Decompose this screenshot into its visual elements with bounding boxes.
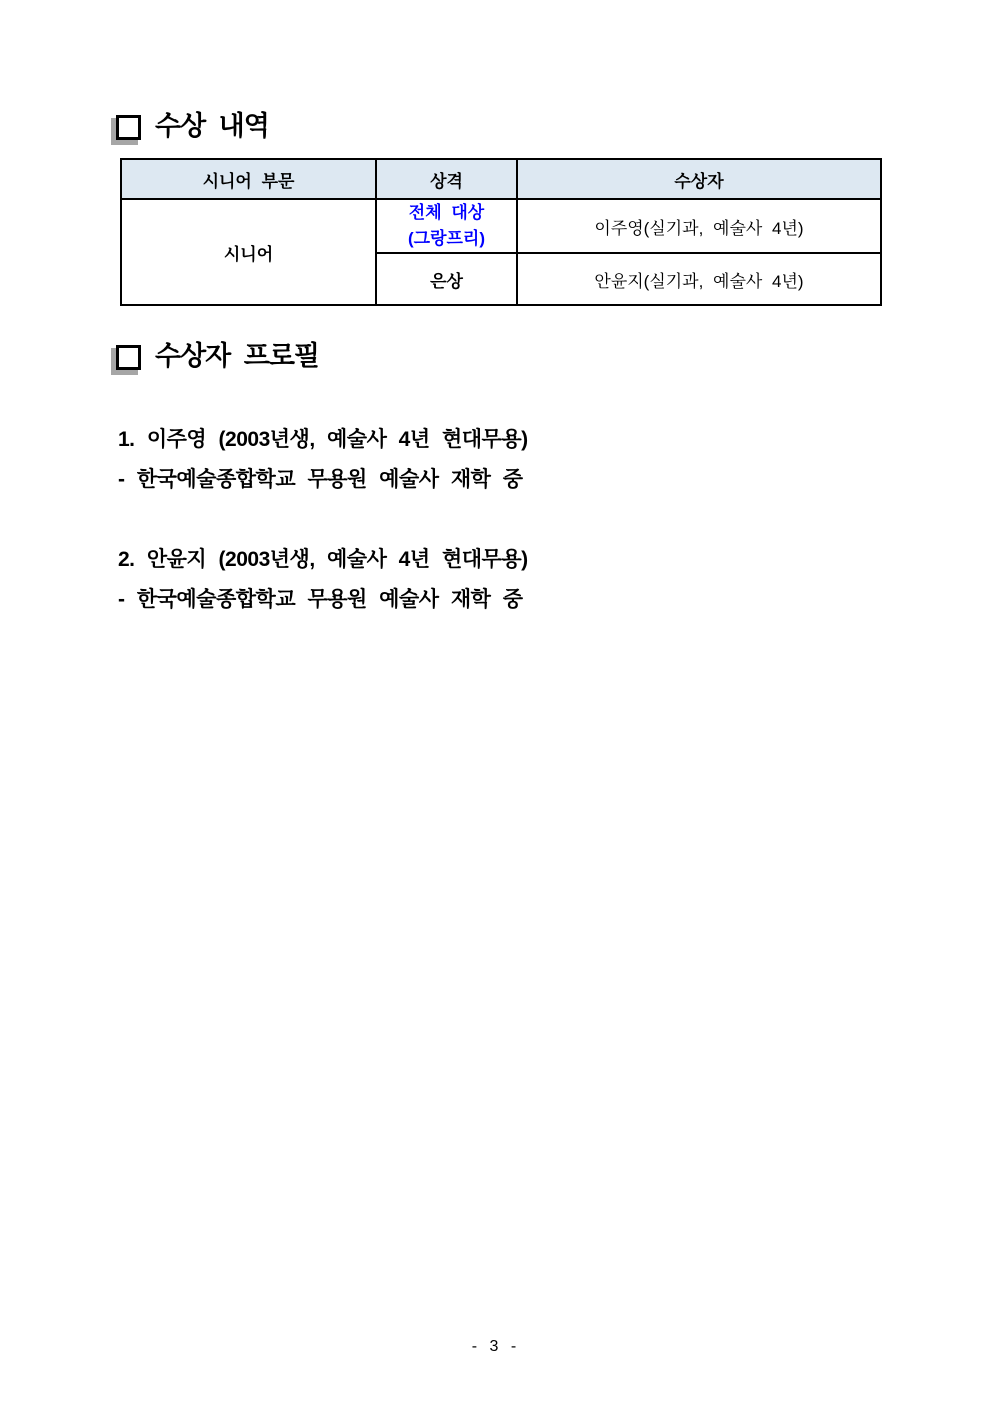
column-header-winner: 수상자 xyxy=(517,159,881,199)
cell-category: 시니어 xyxy=(121,199,376,305)
column-header-division: 시니어 부문 xyxy=(121,159,376,199)
profile-heading: 2. 안윤지 (2003년생, 예술사 4년 현대무용) xyxy=(118,548,528,571)
square-bullet-icon xyxy=(116,345,141,370)
profile-block-1 xyxy=(118,420,878,500)
profile-detail: - 한국예술종합학교 무용원 예술사 재학 중 xyxy=(118,588,523,611)
cell-silver-prize: 은상 xyxy=(376,253,517,305)
cell-winner-2: 안윤지(실기과, 예술사 4년) xyxy=(517,253,881,305)
awards-table xyxy=(120,158,882,306)
profile-block-2 xyxy=(118,540,878,620)
grand-prize-line1: 전체 대상 xyxy=(408,203,485,222)
section-heading-awards xyxy=(116,113,269,142)
cell-winner-1: 이주영(실기과, 예술사 4년) xyxy=(517,199,881,253)
table-header-row xyxy=(121,159,881,199)
square-bullet-icon xyxy=(116,115,141,140)
grand-prize-line2: (그랑프리) xyxy=(407,229,485,248)
section-title: 수상자 프로필 xyxy=(155,341,319,371)
cell-grand-prize xyxy=(376,199,517,253)
section-title: 수상 내역 xyxy=(155,111,269,141)
section-heading-profiles xyxy=(116,343,319,372)
table-row xyxy=(121,199,881,253)
profile-heading: 1. 이주영 (2003년생, 예술사 4년 현대무용) xyxy=(118,428,528,451)
column-header-grade: 상격 xyxy=(376,159,517,199)
profile-detail: - 한국예술종합학교 무용원 예술사 재학 중 xyxy=(118,468,523,491)
page-number: - 3 - xyxy=(471,1338,521,1355)
